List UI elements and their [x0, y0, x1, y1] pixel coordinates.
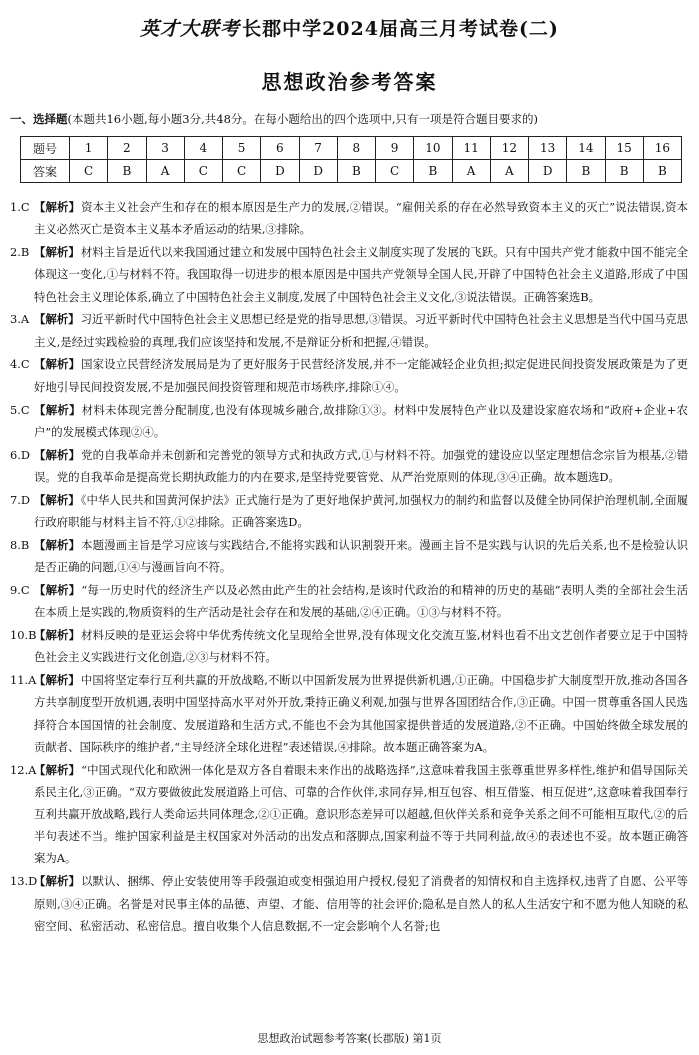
- question-number-cell: 12: [490, 137, 528, 160]
- explanation-item: [10, 353, 688, 397]
- answer-cell: C: [70, 160, 108, 183]
- question-number-cell: 9: [376, 137, 414, 160]
- question-number-cell: 11: [452, 137, 490, 160]
- item-number: 12.A: [10, 762, 37, 777]
- question-number-cell: 7: [299, 137, 337, 160]
- section-label: 一、选择题: [10, 112, 68, 126]
- item-number: 1.C: [10, 200, 30, 214]
- row-label-number: 题号: [21, 137, 70, 160]
- answer-cell: C: [376, 160, 414, 183]
- question-number-cell: 10: [414, 137, 452, 160]
- answer-cell: B: [605, 160, 643, 183]
- question-number-cell: 2: [108, 137, 146, 160]
- explanation-tag: 【解析】: [34, 874, 81, 889]
- explanation-item: [10, 579, 688, 623]
- answer-cell: D: [299, 160, 337, 183]
- question-number-cell: 8: [337, 137, 375, 160]
- item-number: 11.A: [10, 673, 37, 688]
- explanation-tag: 【解析】: [34, 200, 81, 214]
- explanation-item: [10, 669, 688, 758]
- explanation-item: [10, 444, 688, 488]
- item-text: 中国将坚定奉行互利共赢的开放战略,不断以中国新发展为世界提供新机遇,①正确。中国稳步扩大制度型开放,推动各国各方共享制度型开放机遇,表明中国坚持高水平对外开放,秉持正确义利观,加强与世界各国团结合作,③正确。中国一贯尊重各国人民选择符合本国国情的社会制度、发展道路和生活方式,不能也不会为其他国家提供普适的发展道路,②不正确。中国始终做全球发展的贡献者、国际秩序的维护者,“主导经济全球化进程”表述错误,④排除。故本题正确答案为A。: [34, 673, 688, 754]
- answer-cell: B: [108, 160, 146, 183]
- item-number: 2.B: [10, 245, 30, 260]
- question-number-cell: 13: [529, 137, 567, 160]
- explanation-tag: 【解析】: [34, 762, 81, 777]
- answer-cell: B: [567, 160, 605, 183]
- brand-logo-text: 英才大联考: [140, 18, 241, 40]
- explanation-tag: 【解析】: [34, 537, 81, 552]
- explanation-tag: 【解析】: [34, 245, 80, 260]
- question-number-cell: 3: [146, 137, 184, 160]
- item-text: 材料主旨是近代以来我国通过建立和发展中国特色社会主义制度实现了发展的飞跃。只有中国共产党才能救中国不能完全体现这一变化,①与材料不符。我国取得一切进步的根本原因是中国共产党领导全国人民,开辟了中国特色社会主义道路,形成了中国特色社会主义理论体系,确立了中国特色社会主义制度,发展了中国特色社会主义文化,③说法错误。正确答案选B。: [34, 245, 688, 304]
- explanation-tag: 【解析】: [34, 447, 81, 462]
- item-text: 国家设立民营经济发展局是为了更好服务于民营经济发展,并不一定能减轻企业负担;拟定促进民间投资发展政策是为了更好地引导民间投资发展,不是加强民间投资管理和规范市场秩序,排除①④。: [34, 357, 688, 394]
- explanation-item: [10, 241, 688, 308]
- explanation-item: [10, 534, 688, 578]
- explanation-tag: 【解析】: [34, 357, 81, 372]
- item-text: 党的自我革命并未创新和完善党的领导方式和执政方式,①与材料不符。加强党的建设应以坚定理想信念宗旨为根基,②错误。党的自我革命是提高党长期执政能力的内在要求,是坚持党要管党、从严治党原则的体现,③④正确。故本题选D。: [34, 447, 688, 484]
- explanation-tag: 【解析】: [34, 673, 80, 688]
- answer-cell: B: [337, 160, 375, 183]
- item-text: “中国式现代化和欧洲一体化是双方各自着眼未来作出的战略选择”,这意味着我国主张尊重世界多样性,维护和倡导国际关系民主化,③正确。“双方要做彼此发展道路上可信、可靠的合作伙伴,求同存异,相互包容、相互借鉴、相互促进”,这意味着我国奉行互利共赢开放战略,践行人类命运共同体理念,②①正确。意识形态差异可以超越,但伙伴关系和竞争关系之间不可能相互取代,②的后半句表述不当。维护国家利益是主权国家对外活动的出发点和落脚点,国家利益不等于共同利益,故④的表述也不妥。故本题正确答案为A。: [34, 762, 688, 866]
- answer-cell: D: [529, 160, 567, 183]
- explanation-item: [10, 196, 688, 240]
- document-title: 思想政治参考答案: [261, 70, 438, 94]
- item-number: 10.B: [10, 628, 37, 643]
- answer-cell: B: [414, 160, 452, 183]
- explanation-tag: 【解析】: [34, 312, 80, 327]
- section-instruction: (本题共16小题,每小题3分,共48分。在每小题给出的四个选项中,只有一项是符合题目要求的): [67, 112, 539, 126]
- item-number: 8.B: [10, 537, 30, 552]
- explanation-tag: 【解析】: [34, 582, 81, 597]
- item-text: 以默认、捆绑、停止安装使用等手段强迫或变相强迫用户授权,侵犯了消费者的知情权和自主选择权,违背了自愿、公平等原则,③④正确。名誉是对民事主体的品德、声望、才能、信用等的社会评价;隐私是自然人的私人生活安宁和不愿为他人知晓的私密空间、私密活动、私密信息。擅自收集个人信息数据,不一定会影响个人名誉;也: [34, 874, 688, 933]
- section-heading: [10, 111, 690, 127]
- answer-cell: A: [452, 160, 490, 183]
- exam-title: 长郡中学2024届高三月考试卷(二): [242, 18, 559, 40]
- explanation-item: [10, 399, 688, 443]
- question-number-cell: 5: [223, 137, 261, 160]
- answer-table: [20, 136, 682, 183]
- answer-cell: C: [184, 160, 222, 183]
- answer-cell: A: [146, 160, 184, 183]
- question-number-cell: 14: [567, 137, 605, 160]
- explanation-item: [10, 308, 688, 352]
- exam-header: [0, 14, 699, 41]
- explanation-tag: 【解析】: [34, 492, 80, 507]
- explanation-tag: 【解析】: [34, 402, 81, 417]
- item-text: 习近平新时代中国特色社会主义思想已经是党的指导思想,③错误。习近平新时代中国特色社会主义思想是当代中国马克思主义,是经过实践检验的真理,我们应该坚持和发展,不是辩证分析和把握,④错误。: [34, 312, 688, 349]
- question-number-cell: 4: [184, 137, 222, 160]
- item-text: 材料未体现完善分配制度,也没有体现城乡融合,故排除①③。材料中发展特色产业以及建设家庭农场和“政府+企业+农户”的发展模式体现②④。: [34, 402, 688, 439]
- item-number: 7.D: [10, 492, 31, 507]
- question-number-cell: 16: [643, 137, 681, 160]
- item-number: 9.C: [10, 582, 30, 597]
- item-number: 3.A: [10, 312, 30, 327]
- item-text: 本题漫画主旨是学习应该与实践结合,不能将实践和认识割裂开来。漫画主旨不是实践与认识的先后关系,也不是检验认识是否正确的问题,①④与漫画旨向不符。: [34, 537, 688, 575]
- item-number: 5.C: [10, 402, 30, 417]
- explanation-item: [10, 759, 688, 870]
- item-text: 材料反映的是亚运会将中华优秀传统文化呈现给全世界,没有体现文化交流互鉴,材料也看不出文艺创作者要立足于中国特色社会主义实践进行文化创造,②③与材料不符。: [34, 628, 688, 665]
- item-number: 4.C: [10, 357, 30, 372]
- answer-row: [21, 160, 682, 183]
- item-text: 资本主义社会产生和存在的根本原因是生产力的发展,②错误。“雇佣关系的存在必然导致资本主义的灭亡”说法错误,资本主义必然灭亡是资本主义基本矛盾运动的结果,③排除。: [34, 200, 688, 237]
- answer-cell: B: [643, 160, 681, 183]
- question-number-row: [21, 137, 682, 160]
- row-label-answer: 答案: [21, 160, 70, 183]
- item-text: “每一历史时代的经济生产以及必然由此产生的社会结构,是该时代政治的和精神的历史的基础”表明人类的全部社会生活在本质上是实践的,物质资料的生产活动是社会存在和发展的基础,②④正确。①③与材料不符。: [34, 582, 688, 620]
- explanation-item: [10, 870, 688, 937]
- explanation-item: [10, 489, 688, 533]
- answer-cell: A: [490, 160, 528, 183]
- explanation-list: [10, 196, 688, 938]
- question-number-cell: 1: [70, 137, 108, 160]
- question-number-cell: 6: [261, 137, 299, 160]
- explanation-item: [10, 624, 688, 668]
- answer-cell: D: [261, 160, 299, 183]
- answer-cell: C: [223, 160, 261, 183]
- page-footer: 思想政治试题参考答案(长郡版) 第1页: [257, 1032, 442, 1045]
- item-number: 6.D: [10, 447, 31, 462]
- question-number-cell: 15: [605, 137, 643, 160]
- item-number: 13.D: [10, 874, 38, 889]
- explanation-tag: 【解析】: [34, 628, 81, 643]
- item-text: 《中华人民共和国黄河保护法》正式施行是为了更好地保护黄河,加强权力的制约和监督以及健全协同保护治理机制,全面履行政府职能与材料主旨不符,①②排除。正确答案选D。: [34, 492, 688, 529]
